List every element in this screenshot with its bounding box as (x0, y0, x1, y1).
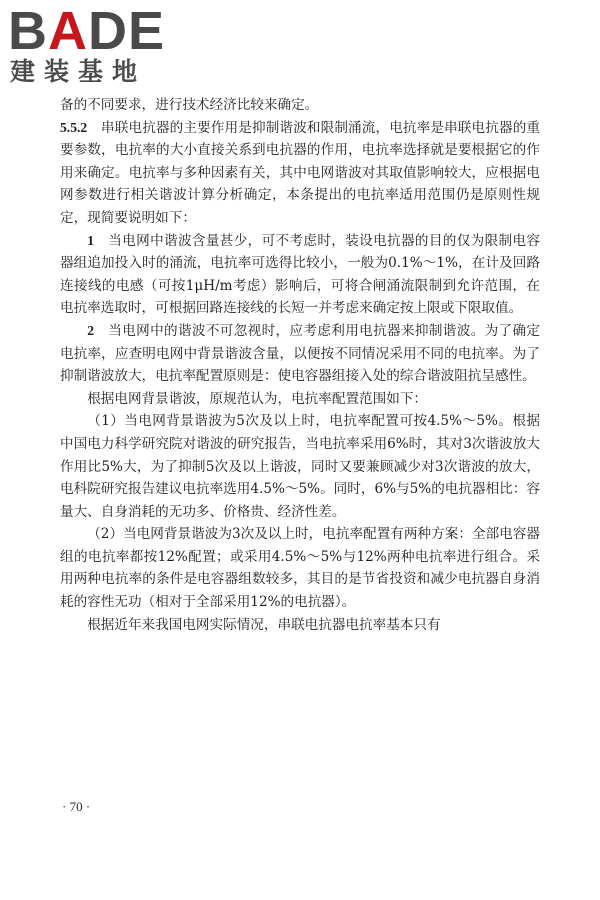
page-number: · 70 · (62, 799, 91, 814)
section-text: 串联电抗器的主要作用是抑制谐波和限制涌流，电抗率是串联电抗器的重要参数，电抗率的大小直接关系到电抗器的作用，电抗率选择就是要根据它的作用来确定。电抗率与多种因素有关，其中电网谐波对其取值影响较大，应根据电网参数进行相关谐波计算分析确定，本条提出的电抗率适用范围仍是原则性规定，现简要说明如下： (60, 119, 541, 226)
item-text: 当电网中的谐波不可忽视时，应考虑利用电抗器来抑制谐波。为了确定电抗率，应查明电网中背景谐波含量，以便按不同情况采用不同的电抗率。为了抑制谐波放大，电抗率配置原则是：使电容器组接入处的综合谐波阻抗呈感性。 (60, 322, 541, 385)
paragraph: （2）当电网背景谐波为3次及以上时，电抗率配置有两种方案：全部电容器组的电抗率都按12%配置；或采用4.5%～5%与12%两种电抗率进行组合。采用两种电抗率的条件是电容器组数较多，其目的是节省投资和减少电抗器自身消耗的容性无功（相对于全部采用12%的电抗器）。 (60, 526, 540, 611)
item-2 (60, 320, 540, 388)
section-number: 5.5.2 (60, 119, 88, 135)
paragraph: （1）当电网背景谐波为5次及以上时，电抗率配置可按4.5%～5%。根据中国电力科学研究院对谐波的研究报告，当电抗率采用6%时，其对3次谐波放大作用比5%大，为了抑制5次及以上谐波，同时又要兼顾减少对3次谐波的放大，电科院研究报告建议电抗率选用4.5%～5%。同时，6%与5%的电抗器相比：容量大、自身消耗的无功多、价格贵、经济性差。 (60, 413, 540, 520)
item-number: 1 (87, 232, 94, 248)
paragraph: 根据电网背景谐波，原规范认为，电抗率配置范围如下： (87, 390, 428, 407)
page-body (60, 94, 540, 636)
section-5-5-2 (60, 117, 540, 230)
item-number: 2 (87, 322, 94, 338)
logo-wordmark: BADE (8, 1, 166, 61)
logo-subtitle: 建装基地 (10, 57, 147, 86)
item-text: 当电网中谐波含量甚少，可不考虑时，装设电抗器的目的仅为限制电容器组追加投入时的涌流，电抗率可选得比较小，一般为0.1%～1%，在计及回路连接线的电感（可按1μH/m考虑）影响后，可将合闸涌流限制到允许范围，在电抗率选取时，可根据回路连接线的长短一并考虑来确定按上限或下限取值。 (60, 232, 541, 317)
item-1 (60, 230, 540, 320)
bade-logo (8, 1, 178, 88)
paragraph: 根据近年来我国电网实际情况，串联电抗器电抗率基本只有 (87, 616, 441, 633)
continued-paragraph: 备的不同要求，进行技术经济比较来确定。 (60, 97, 319, 113)
